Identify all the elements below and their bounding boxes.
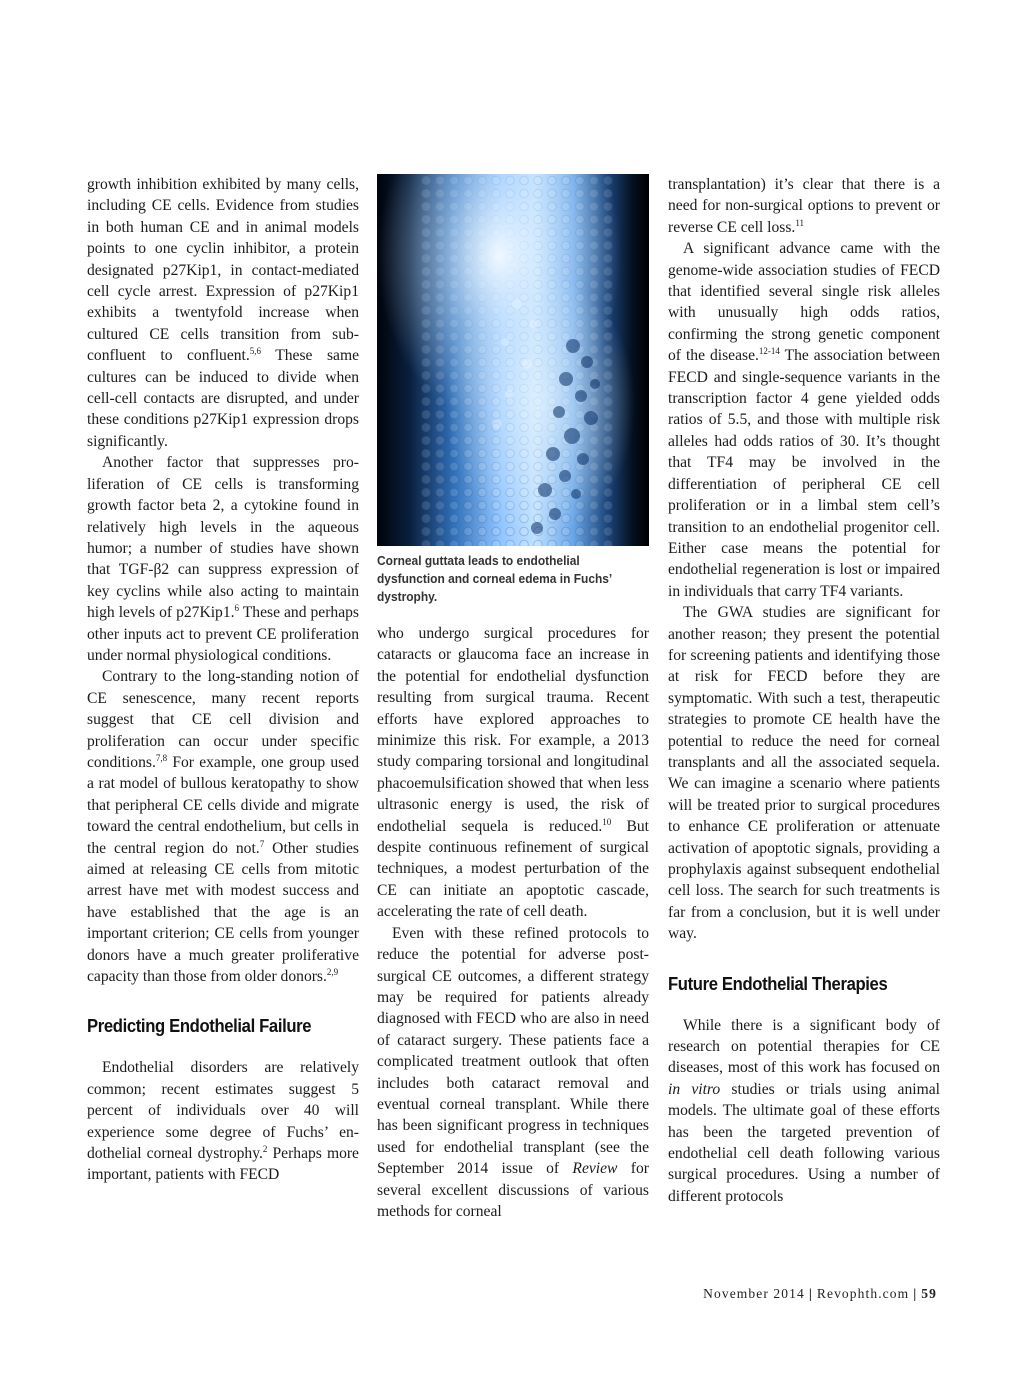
site-name: Revophth.com xyxy=(816,1286,910,1301)
paragraph: While there is a significant body of research on potential therapies for CE diseases, most of this work has focused on in vitro studies or trials using animal models. The ultimate goal of these efforts has been the targeted prevention of endothelial cell death following various surgical procedures. Using a number of different protocols xyxy=(668,1016,940,1205)
page-number: 59 xyxy=(921,1286,937,1301)
separator: | xyxy=(808,1286,813,1301)
paragraph: who undergo surgical procedures for cataracts or glaucoma face an increase in the potential for endothelial dysfunction resulting from surgical trauma. Recent efforts have explored approaches to minimize this risk. For example, a 2013 study comparing torsional and longitudinal phacoemulsification showed that when less ultrasonic energy is used, the risk of endothelial sequela is reduced.$^{10}$ But despite continuous refinement of surgical techniques, a modest perturbation of the CE can initiate an apoptotic cascade, accelerating the rate of cell death. xyxy=(377,625,649,921)
paragraph: growth inhibition exhibited by many cells, including CE cells. Evidence from studies in both human CE and in animal models points to one cyclin inhibitor, a protein designated p27Kip1, in contact-mediated cell cycle arrest. Expression of p27Kip1 exhibits a twentyfold increase when cultured CE cells transition from subconfluent to confluent.$^{5,6}$ These same cultures can be induced to divide when cell-cell contacts are disrupted, and under these conditions p27Kip1 expression drops significantly. xyxy=(87,176,359,450)
paragraph: Another factor that suppresses proliferation of CE cells is transforming growth factor beta 2, a cytokine found in relatively high levels in the aqueous humor; a number of studies have shown that TGF-β2 can suppress expression of key cyclins while also acting to maintain high levels of p27Kip1.$^6$ These and perhaps other inputs act to prevent CE proliferation under normal physiological conditions. xyxy=(87,454,359,664)
section-heading-predicting: Predicting Endothelial Failure xyxy=(87,1015,312,1037)
paragraph: Endothelial disorders are relatively common; recent estimates suggest 5 percent of individuals over 40 will experience some degree of Fuchs’ endothelial corneal dystrophy.$^2$ Perhaps more important, patients with FECD xyxy=(87,1059,359,1184)
column-2 xyxy=(377,623,649,1222)
paragraph: Contrary to the long-standing notion of CE senescence, many recent reports suggest that CE cell division and proliferation can occur under specific conditions.$^{7,8}$ For example, one group used a rat model of bullous keratopathy to show that peripheral CE cells divide and migrate toward the central endothelium, but cells in the central region do not.$^7$ Other studies aimed at releasing CE cells from mitotic arrest have met with modest success and have established that the age is an important criterion; CE cells from younger donors have a much greater proliferative capacity than those from older donors.$^{2,9}$ xyxy=(87,668,359,986)
paragraph: A significant advance came with the genome-wide association studies of FECD that identified several single risk alleles with unusually high odds ratios, confirming the strong genetic component of the disease.$^{12-14}$ The association between FECD and single-sequence variants in the transcription factor 4 gene yielded odds ratios of 5.5, and those with multiple risk alleles had odds ratios of 30. It’s thought that TF4 may be involved in the differentiation of peripheral CE cell proliferation or in a limbal stem cell’s transition to an endothelial progenitor cell. Either case means the potential for endothelial regeneration is lost or impaired in individuals that carry TF4 variants. xyxy=(668,240,940,600)
paragraph: Even with these refined protocols to reduce the potential for adverse post-surgical CE outcomes, a different strategy may be required for patients already diagnosed with FECD who are also in need of cataract surgery. These patients face a complicated treatment outlook that often includes both cataract removal and eventual corneal transplant. While there has been significant progress in techniques used for endothelial transplant (see the September 2014 issue of Review for several excellent discussions of various methods for corneal xyxy=(377,924,649,1220)
page-footer xyxy=(703,1286,937,1302)
figure xyxy=(377,174,649,606)
section-heading-future: Future Endothelial Therapies xyxy=(668,972,888,994)
paragraph: The GWA studies are significant for another reason; they present the potential for screening patients and identifying those at risk for FECD before they are symptomatic. With such a test, therapeutic strategies to promote CE health have the potential to reduce the need for corneal transplants and all the associated sequela. We can imagine a scenario where patients will be treated prior to surgical procedures to enhance CE proliferation or attenuate activation of apoptotic signals, providing a prophylaxis against subsequent endothelial cell loss. The search for such treatments is far from a conclusion, but it is well under way. xyxy=(668,604,940,943)
figure-caption: Corneal guttata leads to endothelial dysfunction and corneal edema in Fuchs’ dystrophy. xyxy=(377,553,612,604)
column-1 xyxy=(87,174,359,1186)
corneal-guttata-photo xyxy=(377,174,649,546)
paragraph: transplantation) it’s clear that there is a need for non-surgical options to prevent or reverse CE cell loss.$^{11}$ xyxy=(668,176,940,236)
issue-date: November 2014 xyxy=(703,1286,805,1301)
separator: | xyxy=(913,1286,918,1301)
column-3 xyxy=(668,174,940,1207)
